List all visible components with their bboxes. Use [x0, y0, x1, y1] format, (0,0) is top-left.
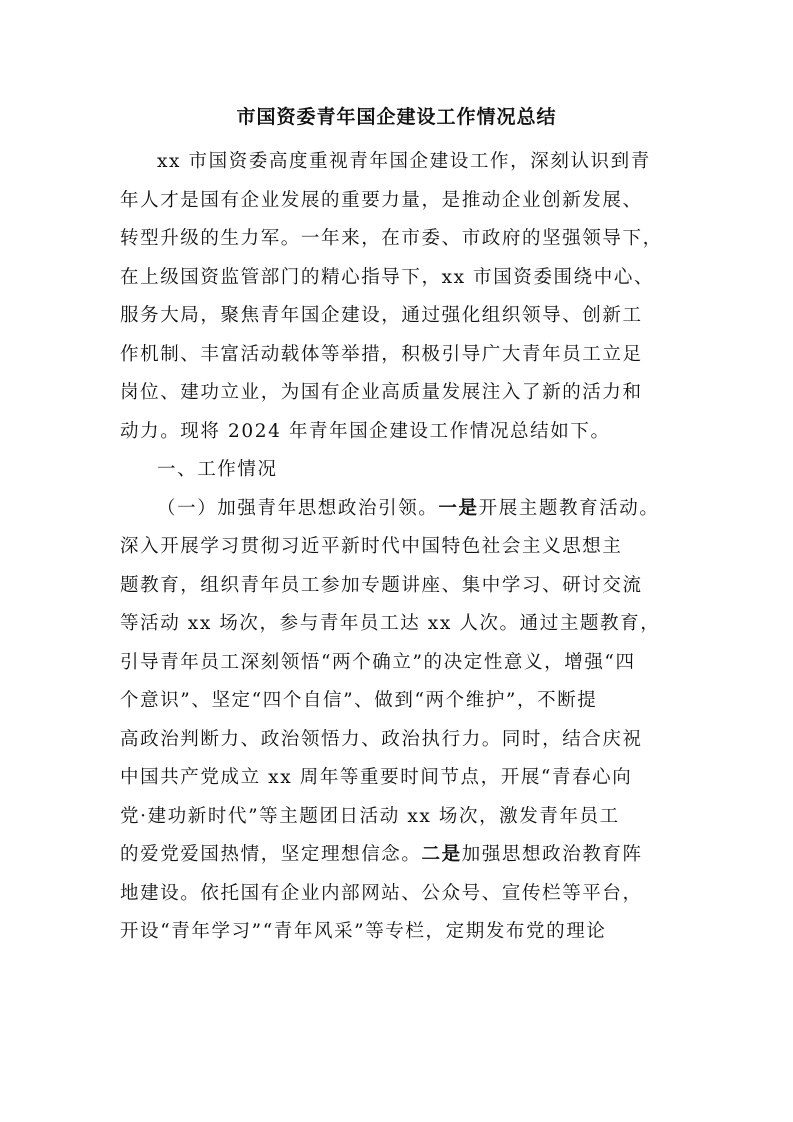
point-title: 开展主题教育活动。: [478, 497, 660, 519]
text-line: 在上级国资监管部门的精心指导下，xx 市国资委围绕中心、: [120, 266, 655, 288]
subsection-heading: （一）加强青年思想政治引领。: [157, 497, 439, 519]
text-line: 题教育，组织青年员工参加专题讲座、集中学习、研讨交流: [120, 574, 643, 596]
subsection-first-line: [120, 490, 680, 529]
text-line: 中国共产党成立 xx 周年等重要时间节点，开展“青春心向: [120, 767, 633, 788]
subsection-paragraph: [120, 490, 680, 952]
document-body: [120, 143, 680, 952]
section-heading: 一、工作情况: [157, 459, 278, 480]
document-title: 市国资委青年国企建设工作情况总结: [236, 106, 557, 128]
text-line: 地建设。依托国有企业内部网站、公众号、宣传栏等平台，: [120, 882, 643, 904]
text-line: 等活动 xx 场次，参与青年员工达 xx 人次。通过主题教育，: [120, 613, 661, 634]
text-fragment: 的爱党爱国热情，坚定理想信念。: [120, 844, 422, 865]
text-line: 岗位、建功立业，为国有企业高质量发展注入了新的活力和: [120, 382, 643, 403]
point-label: 一是: [438, 497, 479, 519]
text-line: 转型升级的生力军。一年来，在市委、市政府的坚强领导下，: [120, 228, 663, 249]
text-line: 年人才是国有企业发展的重要力量，是推动企业创新发展、: [120, 189, 643, 211]
text-line: 深入开展学习贯彻习近平新时代中国特色社会主义思想主: [120, 536, 623, 557]
text-line: 个意识”、坚定“四个自信”、做到“两个维护”，不断提: [120, 690, 598, 711]
text-line: [120, 836, 680, 875]
text-line: 服务大局，聚焦青年国企建设，通过强化组织领导、创新工: [120, 305, 643, 326]
text-line: 作机制、丰富活动载体等举措，积极引导广大青年员工立足: [120, 343, 643, 365]
text-line: 高政治判断力、政治领悟力、政治执行力。同时，结合庆祝: [120, 728, 643, 750]
text-line: 引导青年员工深刻领悟“两个确立”的决定性意义，增强“四: [120, 651, 636, 673]
text-line: xx 市国资委高度重视青年国企建设工作，深刻认识到青: [157, 151, 651, 172]
point-title: 加强思想政治教育阵: [461, 844, 643, 865]
intro-paragraph: [120, 143, 680, 451]
text-line: 动力。现将 2024 年青年国企建设工作情况总结如下。: [120, 420, 611, 442]
text-line: 开设“青年学习”“青年风采”等专栏，定期发布党的理论: [120, 921, 607, 942]
text-line: 党·建功新时代”等主题团日活动 xx 场次，激发青年员工: [120, 805, 620, 827]
point-label: 二是: [421, 844, 462, 865]
